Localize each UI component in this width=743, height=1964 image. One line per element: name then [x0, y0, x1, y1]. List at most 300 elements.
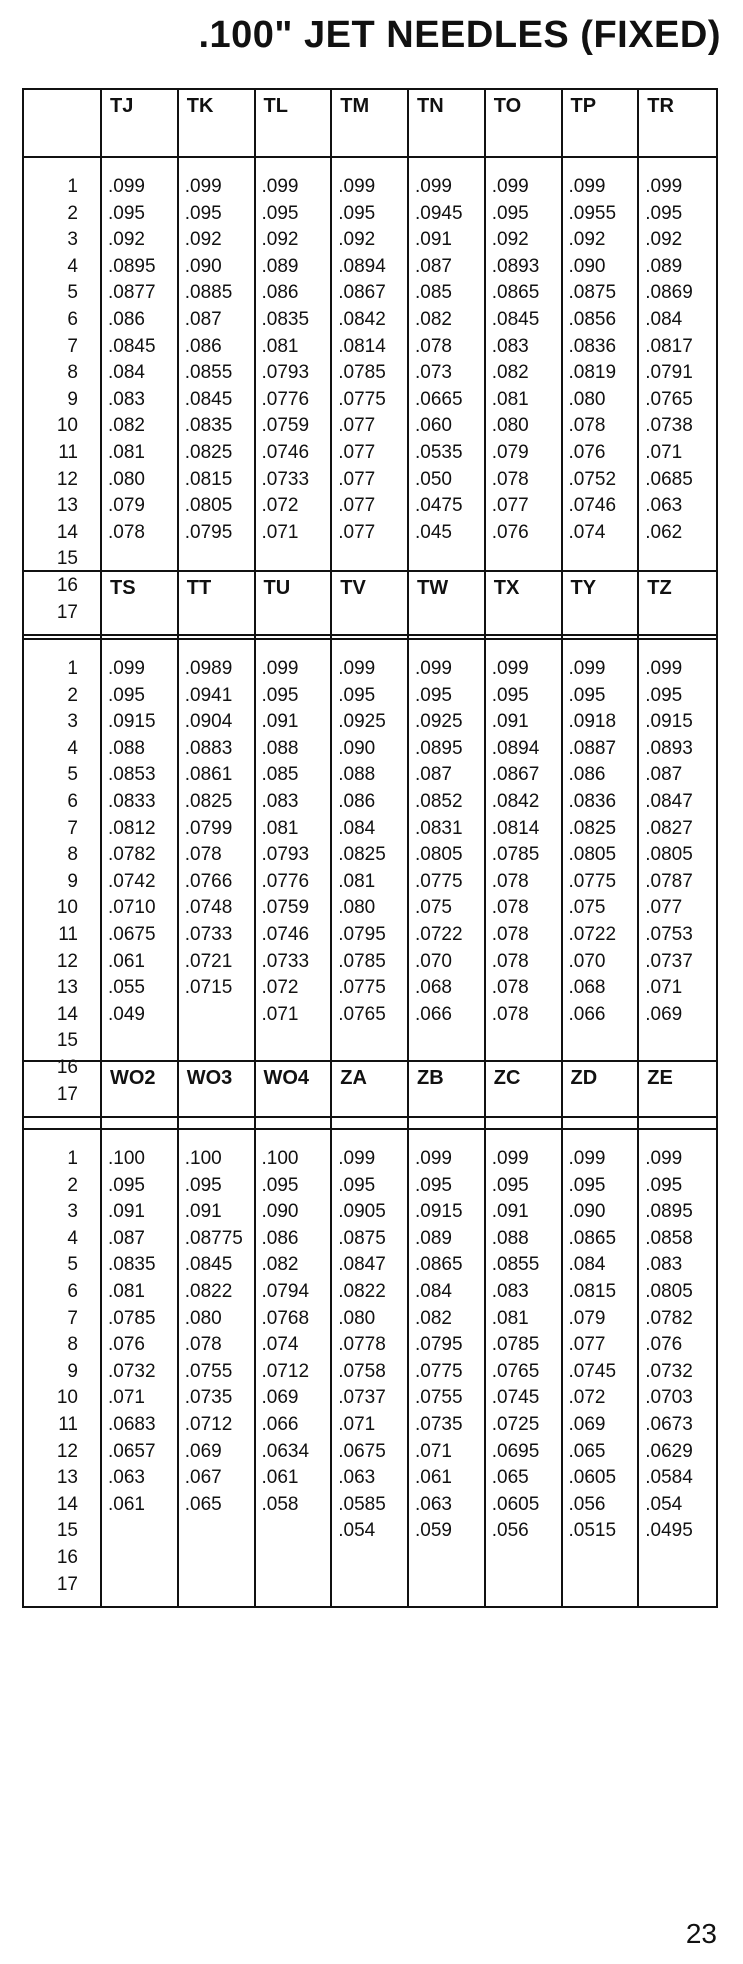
needle-value: .086: [184, 335, 222, 357]
column-header: TP: [563, 90, 640, 158]
needle-value: .0634: [261, 1440, 310, 1462]
needle-value: .0875: [568, 282, 617, 304]
needle-value: .091: [184, 1201, 222, 1223]
needle-value: .067: [184, 1467, 222, 1489]
needle-value: .0852: [415, 790, 463, 812]
needle-value: .099: [108, 176, 145, 197]
needle-value: .078: [491, 1003, 529, 1025]
needle-value: .0812: [108, 817, 156, 839]
needle-value: .061: [108, 1493, 145, 1515]
row-number: 7: [67, 817, 78, 839]
needle-value: .092: [108, 229, 145, 251]
needle-value: .0941: [184, 684, 233, 706]
column-header: TT: [179, 572, 256, 640]
needle-value: .090: [568, 1201, 606, 1223]
row-number: 16: [56, 1056, 78, 1078]
needle-value: .095: [261, 1174, 299, 1196]
needle-value: .0737: [645, 950, 693, 972]
needle-value: .0855: [491, 1254, 540, 1276]
needle-value: .095: [184, 202, 222, 224]
needle-value: .0793: [261, 362, 310, 384]
needle-value: .099: [108, 658, 145, 679]
value-column: [639, 1130, 716, 1606]
needle-value: .077: [338, 521, 376, 543]
needle-value: .0605: [491, 1493, 540, 1515]
needle-value: .062: [645, 521, 683, 543]
value-column: [256, 1130, 333, 1606]
needle-value: .092: [645, 229, 683, 251]
row-number: 1: [67, 1148, 78, 1169]
needle-value: .050: [415, 468, 452, 490]
needle-value: .0855: [184, 362, 233, 384]
header-blank-cell: [24, 90, 102, 158]
needle-value: .078: [491, 923, 529, 945]
needle-value: .071: [645, 441, 683, 463]
value-column: [563, 158, 640, 634]
needle-value: [108, 1572, 177, 1599]
needle-value: .0945: [415, 202, 463, 224]
needle-value: .0745: [491, 1387, 540, 1409]
needle-value: .066: [261, 1413, 299, 1435]
needle-value: .071: [415, 1440, 452, 1462]
needle-value: .078: [491, 870, 529, 892]
needle-value: .0765: [645, 388, 693, 410]
needle-value: .0795: [338, 923, 386, 945]
value-column: [179, 158, 256, 634]
needle-value: .080: [491, 415, 529, 437]
row-number: 12: [56, 950, 78, 972]
row-number: 2: [67, 1174, 78, 1196]
needle-value: .0475: [415, 495, 463, 517]
column-header: TW: [409, 572, 486, 640]
needle-value: .099: [568, 176, 606, 197]
row-number: 11: [58, 923, 78, 945]
column-header: TS: [102, 572, 179, 640]
row-number: 6: [67, 790, 78, 812]
needle-value: [645, 1545, 716, 1572]
needle-value: .0675: [108, 923, 156, 945]
needle-value: .0814: [338, 335, 386, 357]
needle-value: .084: [338, 817, 376, 839]
needle-value: .0845: [108, 335, 156, 357]
needle-value: .0775: [338, 977, 386, 999]
needle-value: .095: [645, 202, 683, 224]
row-number: 17: [56, 1573, 78, 1595]
needle-value: [569, 546, 638, 573]
needle-value: .083: [108, 388, 145, 410]
needle-value: [108, 546, 177, 573]
column-header: WO2: [102, 1062, 179, 1130]
needle-value: .0585: [338, 1493, 386, 1515]
needle-value: .081: [491, 388, 529, 410]
needle-value: .079: [491, 441, 529, 463]
needle-value: .090: [338, 737, 376, 759]
needle-value: .0894: [491, 737, 540, 759]
needle-value: .0758: [338, 1360, 386, 1382]
column-header: TZ: [639, 572, 716, 640]
needle-value: .077: [338, 415, 376, 437]
needle-value: .0495: [645, 1520, 693, 1542]
needle-value: .0865: [568, 1227, 617, 1249]
column-header: TU: [256, 572, 333, 640]
needle-value: .070: [415, 950, 452, 972]
needle-value: .085: [261, 764, 299, 786]
needle-value: .099: [338, 658, 376, 679]
needle-value: .0795: [415, 1334, 463, 1356]
needle-value: .099: [568, 1148, 606, 1169]
row-number: 10: [56, 1387, 78, 1409]
needle-value: .063: [108, 1467, 145, 1489]
needle-value: .081: [261, 335, 299, 357]
needle-value: [569, 1545, 638, 1572]
needle-value: .0835: [108, 1254, 156, 1276]
needle-value: .082: [415, 308, 452, 330]
needle-value: .0845: [184, 1254, 233, 1276]
row-number: 9: [67, 388, 78, 410]
needle-value: .0885: [184, 282, 233, 304]
needle-value: .065: [184, 1493, 222, 1515]
needle-value: .081: [338, 870, 376, 892]
needle-value: .0833: [108, 790, 156, 812]
needle-value: .061: [261, 1467, 299, 1489]
needle-value: .086: [568, 764, 606, 786]
needle-value: .100: [184, 1148, 222, 1169]
needle-value: .095: [108, 684, 145, 706]
needle-value: .0835: [184, 415, 233, 437]
needle-value: .078: [491, 468, 529, 490]
needle-value: [492, 1028, 561, 1055]
needle-value: .0825: [184, 441, 233, 463]
needle-value: .084: [108, 362, 145, 384]
needle-value: [415, 1572, 484, 1599]
needle-value: .0815: [568, 1280, 617, 1302]
needle-value: .058: [261, 1493, 299, 1515]
needle-value: .0775: [415, 1360, 463, 1382]
needle-value: .0925: [415, 711, 463, 733]
needle-value: .0759: [261, 897, 310, 919]
needle-value: [185, 1002, 254, 1029]
needle-value: .095: [645, 684, 683, 706]
needle-value: .0785: [491, 844, 540, 866]
needle-value: .077: [338, 468, 376, 490]
needle-value: .0853: [108, 764, 156, 786]
value-column: [409, 158, 486, 634]
needle-value: .069: [645, 1003, 683, 1025]
needle-value: .0584: [645, 1467, 693, 1489]
needle-value: .084: [568, 1254, 606, 1276]
needle-value: .0827: [645, 817, 693, 839]
needle-value: .0865: [415, 1254, 463, 1276]
needle-value: .099: [645, 1148, 683, 1169]
needle-value: .088: [338, 764, 376, 786]
needle-value: [338, 1572, 407, 1599]
needle-value: .0895: [108, 255, 156, 277]
needle-value: .0535: [415, 441, 463, 463]
needle-value: .061: [108, 950, 145, 972]
needle-value: .0845: [491, 308, 540, 330]
needle-value: .0836: [568, 335, 617, 357]
needle-value: .078: [491, 977, 529, 999]
column-header: WO3: [179, 1062, 256, 1130]
row-number: 10: [56, 897, 78, 919]
row-number: 13: [56, 977, 78, 999]
needle-value: .0925: [338, 711, 386, 733]
needle-value: .082: [108, 415, 145, 437]
row-number: 6: [67, 308, 78, 330]
needle-value: .061: [415, 1467, 452, 1489]
needle-value: .0867: [491, 764, 540, 786]
needle-value: .070: [568, 950, 606, 972]
column-header: TO: [486, 90, 563, 158]
needle-value: .0755: [415, 1387, 463, 1409]
needle-value: .0752: [568, 468, 617, 490]
column-header: TX: [486, 572, 563, 640]
needle-value: .099: [568, 658, 606, 679]
header-blank-cell: [24, 572, 102, 640]
header-blank-cell: [24, 1062, 102, 1130]
column-header: TL: [256, 90, 333, 158]
needle-value: .088: [491, 1227, 529, 1249]
value-column: [256, 640, 333, 1116]
value-column: [102, 1130, 179, 1606]
column-header: TY: [563, 572, 640, 640]
value-column: [486, 640, 563, 1116]
needle-value: [185, 546, 254, 573]
needle-value: .066: [568, 1003, 606, 1025]
needle-value: .059: [415, 1520, 452, 1542]
needle-value: [185, 1518, 254, 1545]
needle-value: .069: [184, 1440, 222, 1462]
needle-value: .0825: [338, 844, 386, 866]
needle-value: .0785: [338, 362, 386, 384]
needle-value: .0867: [338, 282, 386, 304]
needle-value: .099: [261, 658, 299, 679]
needle-value: .074: [261, 1334, 299, 1356]
needle-value: .0776: [261, 388, 310, 410]
needle-value: .0766: [184, 870, 233, 892]
value-column: [639, 640, 716, 1116]
needle-table: [22, 1060, 718, 1608]
needle-value: .0683: [108, 1413, 156, 1435]
needle-value: .054: [645, 1493, 683, 1515]
needle-value: .099: [415, 1148, 452, 1169]
needle-value: .100: [261, 1148, 299, 1169]
needle-value: .089: [415, 1227, 452, 1249]
needle-value: .082: [415, 1307, 452, 1329]
row-number: 8: [67, 1334, 78, 1356]
needle-value: .068: [568, 977, 606, 999]
needle-value: [185, 1028, 254, 1055]
needle-value: [108, 1518, 177, 1545]
needle-value: .0814: [491, 817, 540, 839]
row-number: 5: [67, 1254, 78, 1276]
row-number: 14: [56, 521, 78, 543]
needle-value: .065: [491, 1467, 529, 1489]
needle-value: .0737: [338, 1387, 386, 1409]
needle-value: .086: [261, 282, 299, 304]
needle-value: .0822: [184, 1280, 233, 1302]
needle-value: .0847: [645, 790, 693, 812]
needle-value: .071: [645, 977, 683, 999]
needle-value: .0775: [568, 870, 617, 892]
needle-value: .0893: [645, 737, 693, 759]
row-number-column: [24, 640, 102, 1116]
row-number: 8: [67, 362, 78, 384]
row-number: 8: [67, 844, 78, 866]
needle-value: .069: [261, 1387, 299, 1409]
needle-value: [415, 1028, 484, 1055]
needle-value: .0785: [338, 950, 386, 972]
needle-value: .0805: [645, 1280, 693, 1302]
value-column: [563, 640, 640, 1116]
needle-value: .065: [568, 1440, 606, 1462]
needle-value: .086: [261, 1227, 299, 1249]
row-number: 3: [67, 711, 78, 733]
needle-value: .100: [108, 1148, 145, 1169]
needle-value: .060: [415, 415, 452, 437]
needle-value: .095: [184, 1174, 222, 1196]
needle-value: .084: [645, 308, 683, 330]
needle-value: .0794: [261, 1280, 310, 1302]
needle-value: .078: [491, 950, 529, 972]
needle-value: [415, 1545, 484, 1572]
needle-value: .088: [108, 737, 145, 759]
needle-value: .089: [261, 255, 299, 277]
needle-value: .072: [568, 1387, 606, 1409]
needle-value: .091: [415, 229, 452, 251]
needle-value: .071: [108, 1387, 145, 1409]
needle-value: .082: [491, 362, 529, 384]
needle-value: .0738: [645, 415, 693, 437]
row-number: 4: [67, 255, 78, 277]
needle-value: .0746: [261, 441, 310, 463]
needle-value: .0673: [645, 1413, 693, 1435]
needle-value: .083: [491, 1280, 529, 1302]
needle-value: [492, 546, 561, 573]
needle-value: .079: [108, 495, 145, 517]
needle-value: .084: [415, 1280, 452, 1302]
row-number: 7: [67, 335, 78, 357]
needle-value: .083: [645, 1254, 683, 1276]
needle-value: [338, 1028, 407, 1055]
needle-value: .0819: [568, 362, 617, 384]
needle-value: [262, 1545, 331, 1572]
needle-value: [262, 1572, 331, 1599]
needle-value: [645, 1572, 716, 1599]
needle-value: .068: [415, 977, 452, 999]
needle-value: .0765: [338, 1003, 386, 1025]
column-header: ZD: [563, 1062, 640, 1130]
needle-value: .0793: [261, 844, 310, 866]
needle-value: .0795: [184, 521, 233, 543]
needle-value: .092: [184, 229, 222, 251]
needle-value: .071: [261, 521, 299, 543]
needle-value: .077: [568, 1334, 606, 1356]
needle-value: .079: [568, 1307, 606, 1329]
needle-value: .078: [184, 844, 222, 866]
needle-value: .0805: [184, 495, 233, 517]
needle-value: .078: [108, 521, 145, 543]
needle-value: .0695: [491, 1440, 540, 1462]
needle-value: .049: [108, 1003, 145, 1025]
needle-value: .085: [415, 282, 452, 304]
needle-value: [645, 546, 716, 573]
needle-value: .081: [108, 1280, 145, 1302]
needle-value: .0842: [338, 308, 386, 330]
row-number: 9: [67, 870, 78, 892]
needle-value: .071: [261, 1003, 299, 1025]
needle-value: .095: [491, 684, 529, 706]
needle-value: .0753: [645, 923, 693, 945]
needle-value: .080: [108, 468, 145, 490]
needle-value: .0869: [645, 282, 693, 304]
needle-value: .0836: [568, 790, 617, 812]
needle-value: .0894: [338, 255, 386, 277]
needle-value: .0742: [108, 870, 156, 892]
needle-value: .087: [108, 1227, 145, 1249]
row-number: 5: [67, 764, 78, 786]
needle-value: .0799: [184, 817, 233, 839]
needle-value: .0989: [184, 658, 233, 679]
needle-value: .095: [491, 202, 529, 224]
needle-value: .092: [261, 229, 299, 251]
needle-table: [22, 570, 718, 1118]
row-number: 15: [56, 1520, 78, 1542]
needle-value: .099: [491, 1148, 529, 1169]
needle-value: .095: [261, 684, 299, 706]
value-column: [256, 158, 333, 634]
needle-value: .0721: [184, 950, 233, 972]
needle-value: .091: [491, 1201, 529, 1223]
value-column: [179, 1130, 256, 1606]
needle-value: .0887: [568, 737, 617, 759]
needle-value: .099: [645, 176, 683, 197]
needle-value: .0875: [338, 1227, 386, 1249]
value-column: [409, 1130, 486, 1606]
needle-value: .0657: [108, 1440, 156, 1462]
needle-value: .0733: [261, 468, 310, 490]
needle-value: .0515: [568, 1520, 617, 1542]
needle-value: .080: [568, 388, 606, 410]
row-number: 17: [56, 601, 78, 623]
needle-value: .083: [261, 790, 299, 812]
needle-value: .0825: [568, 817, 617, 839]
needle-value: .095: [645, 1174, 683, 1196]
needle-value: .071: [338, 1413, 376, 1435]
needle-value: .0815: [184, 468, 233, 490]
needle-value: .0778: [338, 1334, 386, 1356]
needle-value: .073: [415, 362, 452, 384]
needle-value: .0703: [645, 1387, 693, 1409]
needle-value: .077: [491, 495, 529, 517]
page-title: .100" JET NEEDLES (FIXED): [198, 14, 721, 56]
needle-value: .0918: [568, 711, 617, 733]
needle-value: .083: [491, 335, 529, 357]
row-number: 4: [67, 1227, 78, 1249]
needle-value: .0722: [568, 923, 617, 945]
column-header: ZA: [332, 1062, 409, 1130]
needle-value: .092: [338, 229, 376, 251]
row-number: 4: [67, 737, 78, 759]
needle-value: .0732: [108, 1360, 156, 1382]
needle-value: .0733: [261, 950, 310, 972]
needle-value: .0845: [184, 388, 233, 410]
needle-value: .0712: [184, 1413, 233, 1435]
needle-value: .078: [568, 415, 606, 437]
needle-value: .0895: [415, 737, 463, 759]
column-header: TV: [332, 572, 409, 640]
needle-value: .099: [338, 1148, 376, 1169]
